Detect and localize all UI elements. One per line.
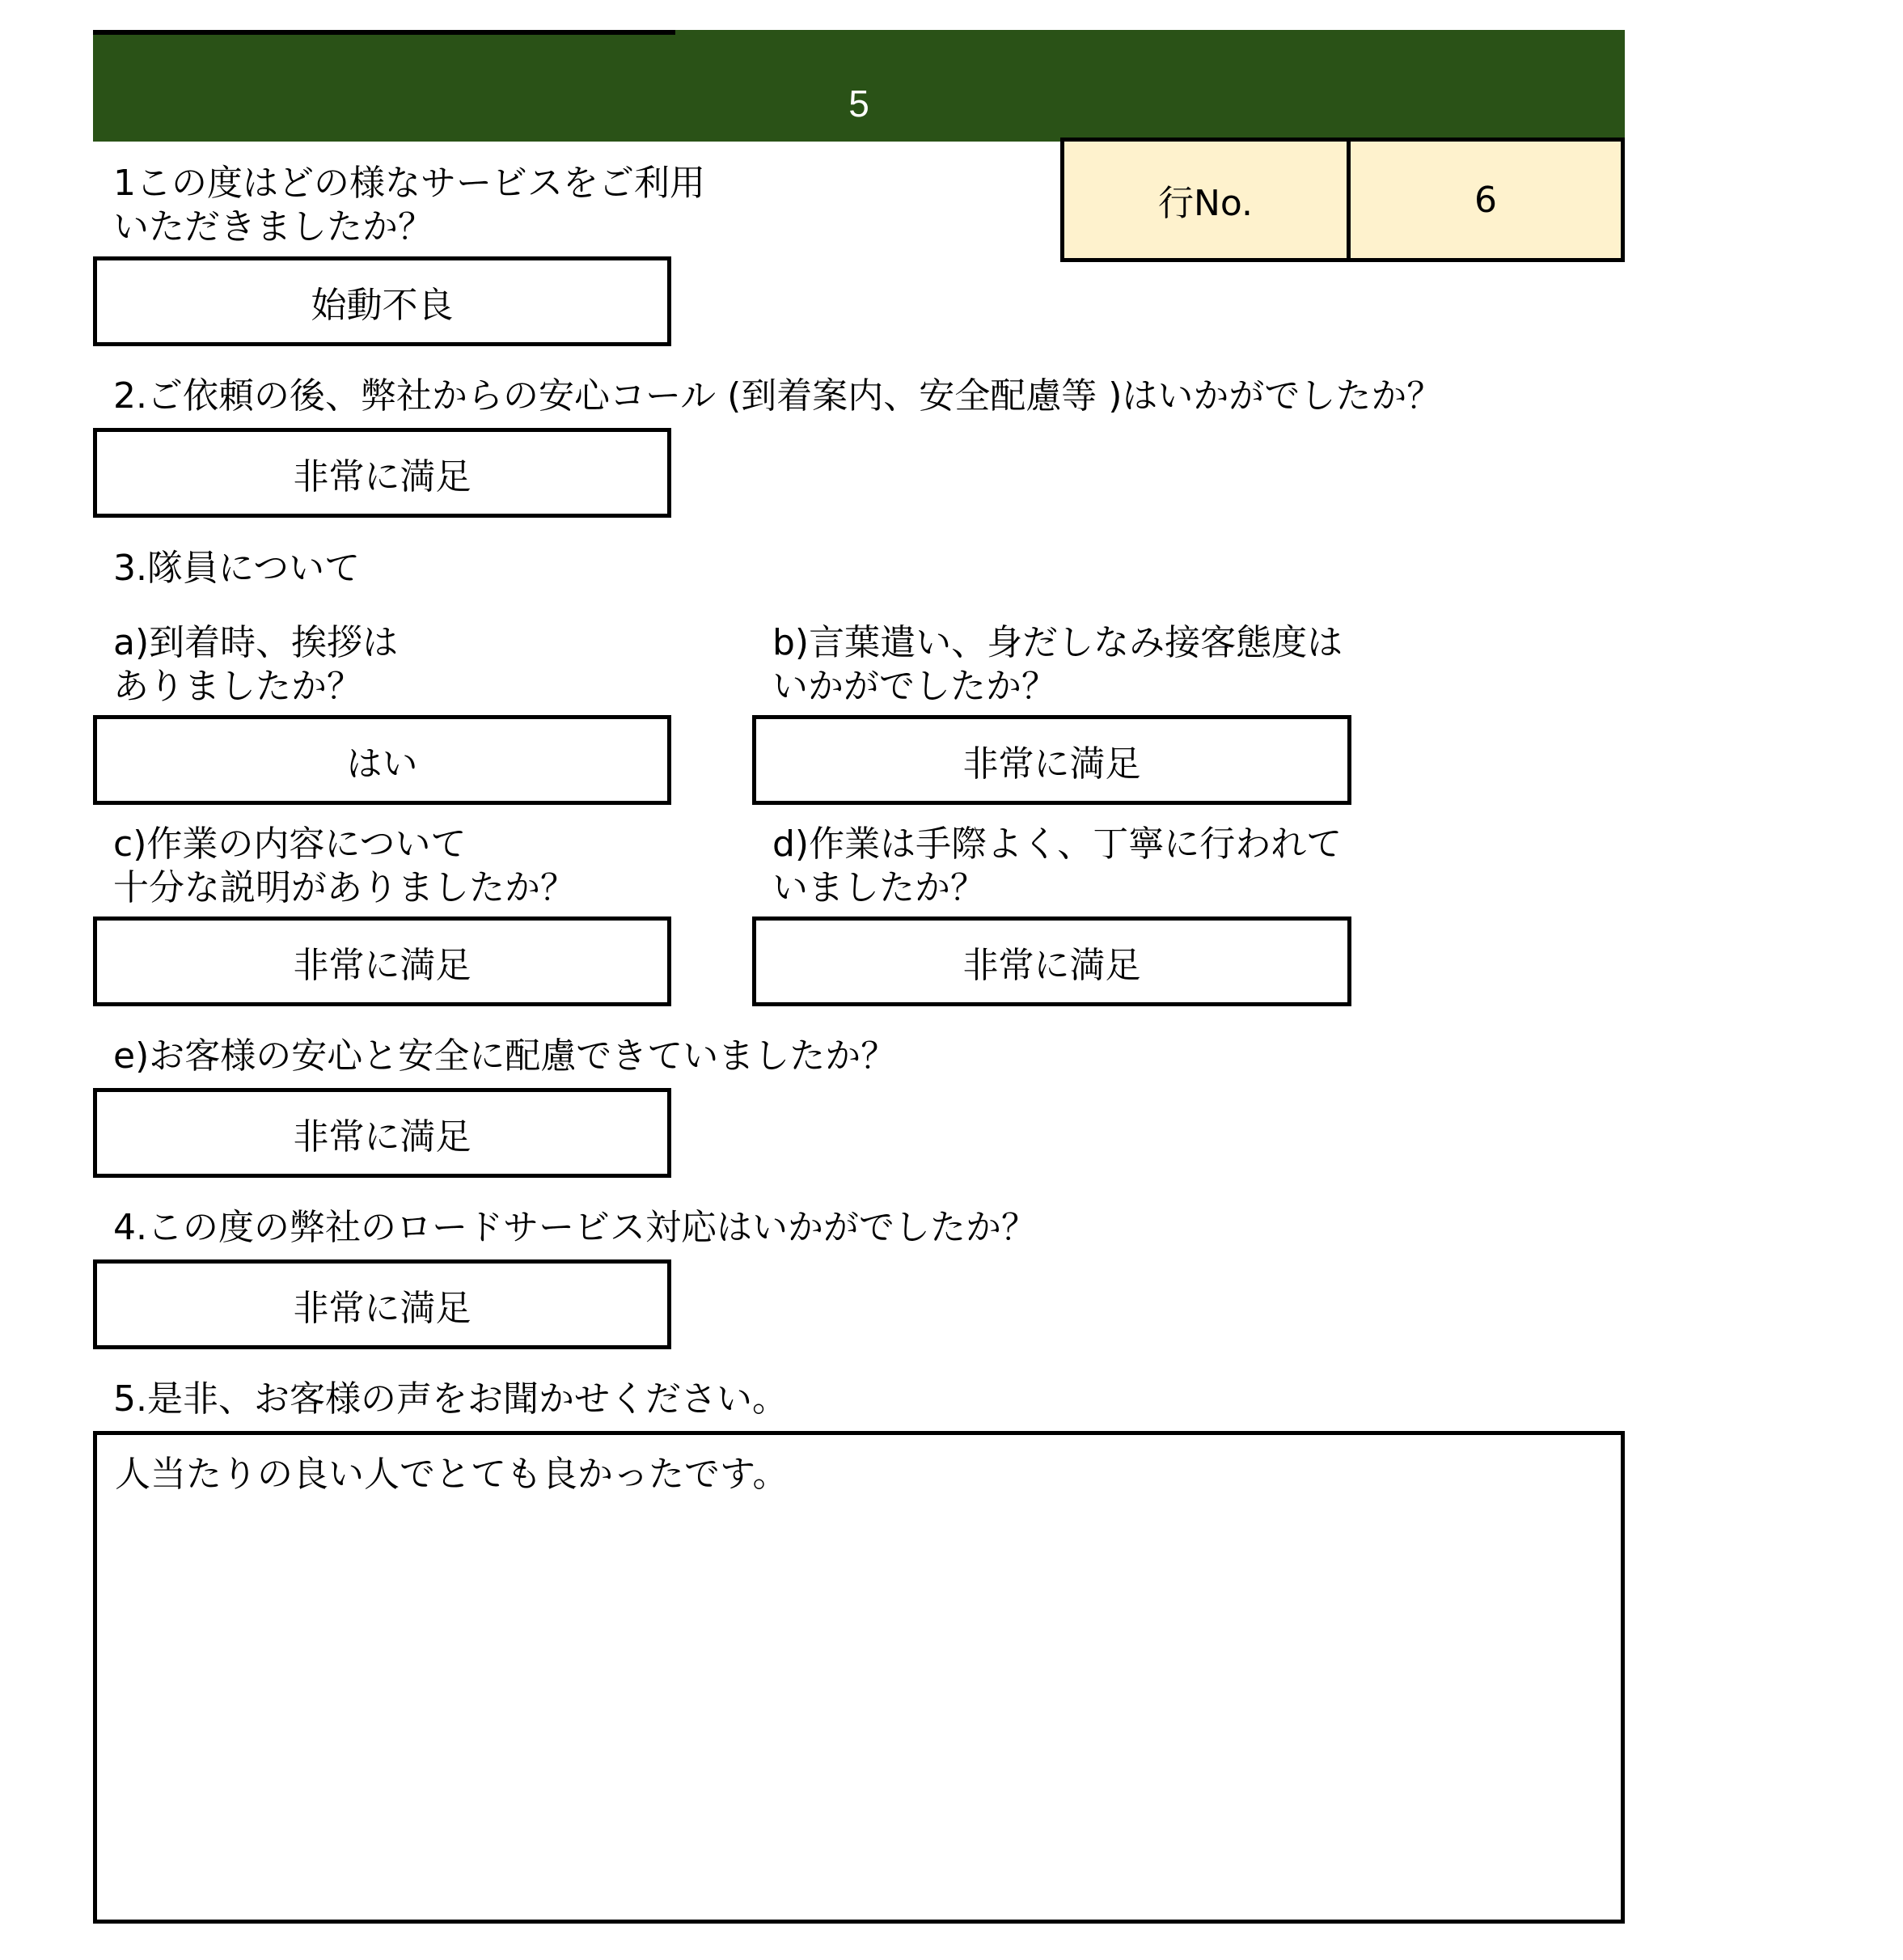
row-no-label: 行No. bbox=[1060, 138, 1351, 262]
answer-3e: 非常に満足 bbox=[93, 1088, 671, 1178]
row-no-value: 6 bbox=[1347, 138, 1625, 262]
customer-comment-text: 人当たりの良い人でとても良かったです。 bbox=[115, 1454, 789, 1495]
question-3-heading: 3.隊員について bbox=[113, 548, 361, 589]
answer-3b: 非常に満足 bbox=[752, 715, 1351, 805]
answer-4: 非常に満足 bbox=[93, 1259, 671, 1349]
question-3b: b)言葉遣い、身だしなみ接客態度は いかがでしたか？ bbox=[772, 622, 1343, 707]
header-top-line bbox=[93, 30, 675, 35]
header-number: 5 bbox=[848, 83, 869, 125]
question-2: 2.ご依頼の後、弊社からの安心コール (到着案内、安全配慮等 )はいかがでしたか？ bbox=[113, 375, 1443, 417]
question-4: 4.この度の弊社のロードサービス対応はいかがでしたか？ bbox=[113, 1207, 1037, 1248]
answer-1: 始動不良 bbox=[93, 256, 671, 346]
question-5: 5.是非、お客様の声をお聞かせください。 bbox=[113, 1378, 788, 1420]
question-1: 1この度はどの様なサービスをご利用 いただきましたか？ bbox=[113, 163, 705, 248]
question-3a: a)到着時、挨拶は ありましたか？ bbox=[113, 622, 399, 707]
answer-3d: 非常に満足 bbox=[752, 917, 1351, 1006]
question-3e: e)お客様の安心と安全に配慮できていましたか？ bbox=[113, 1035, 897, 1077]
answer-3a: はい bbox=[93, 715, 671, 805]
answer-3c: 非常に満足 bbox=[93, 917, 671, 1006]
question-3d: d)作業は手際よく、丁寧に行われて いましたか？ bbox=[772, 823, 1343, 908]
question-3c: c)作業の内容について 十分な説明がありましたか？ bbox=[113, 823, 576, 908]
customer-comment-box bbox=[93, 1431, 1625, 1924]
answer-2: 非常に満足 bbox=[93, 428, 671, 518]
